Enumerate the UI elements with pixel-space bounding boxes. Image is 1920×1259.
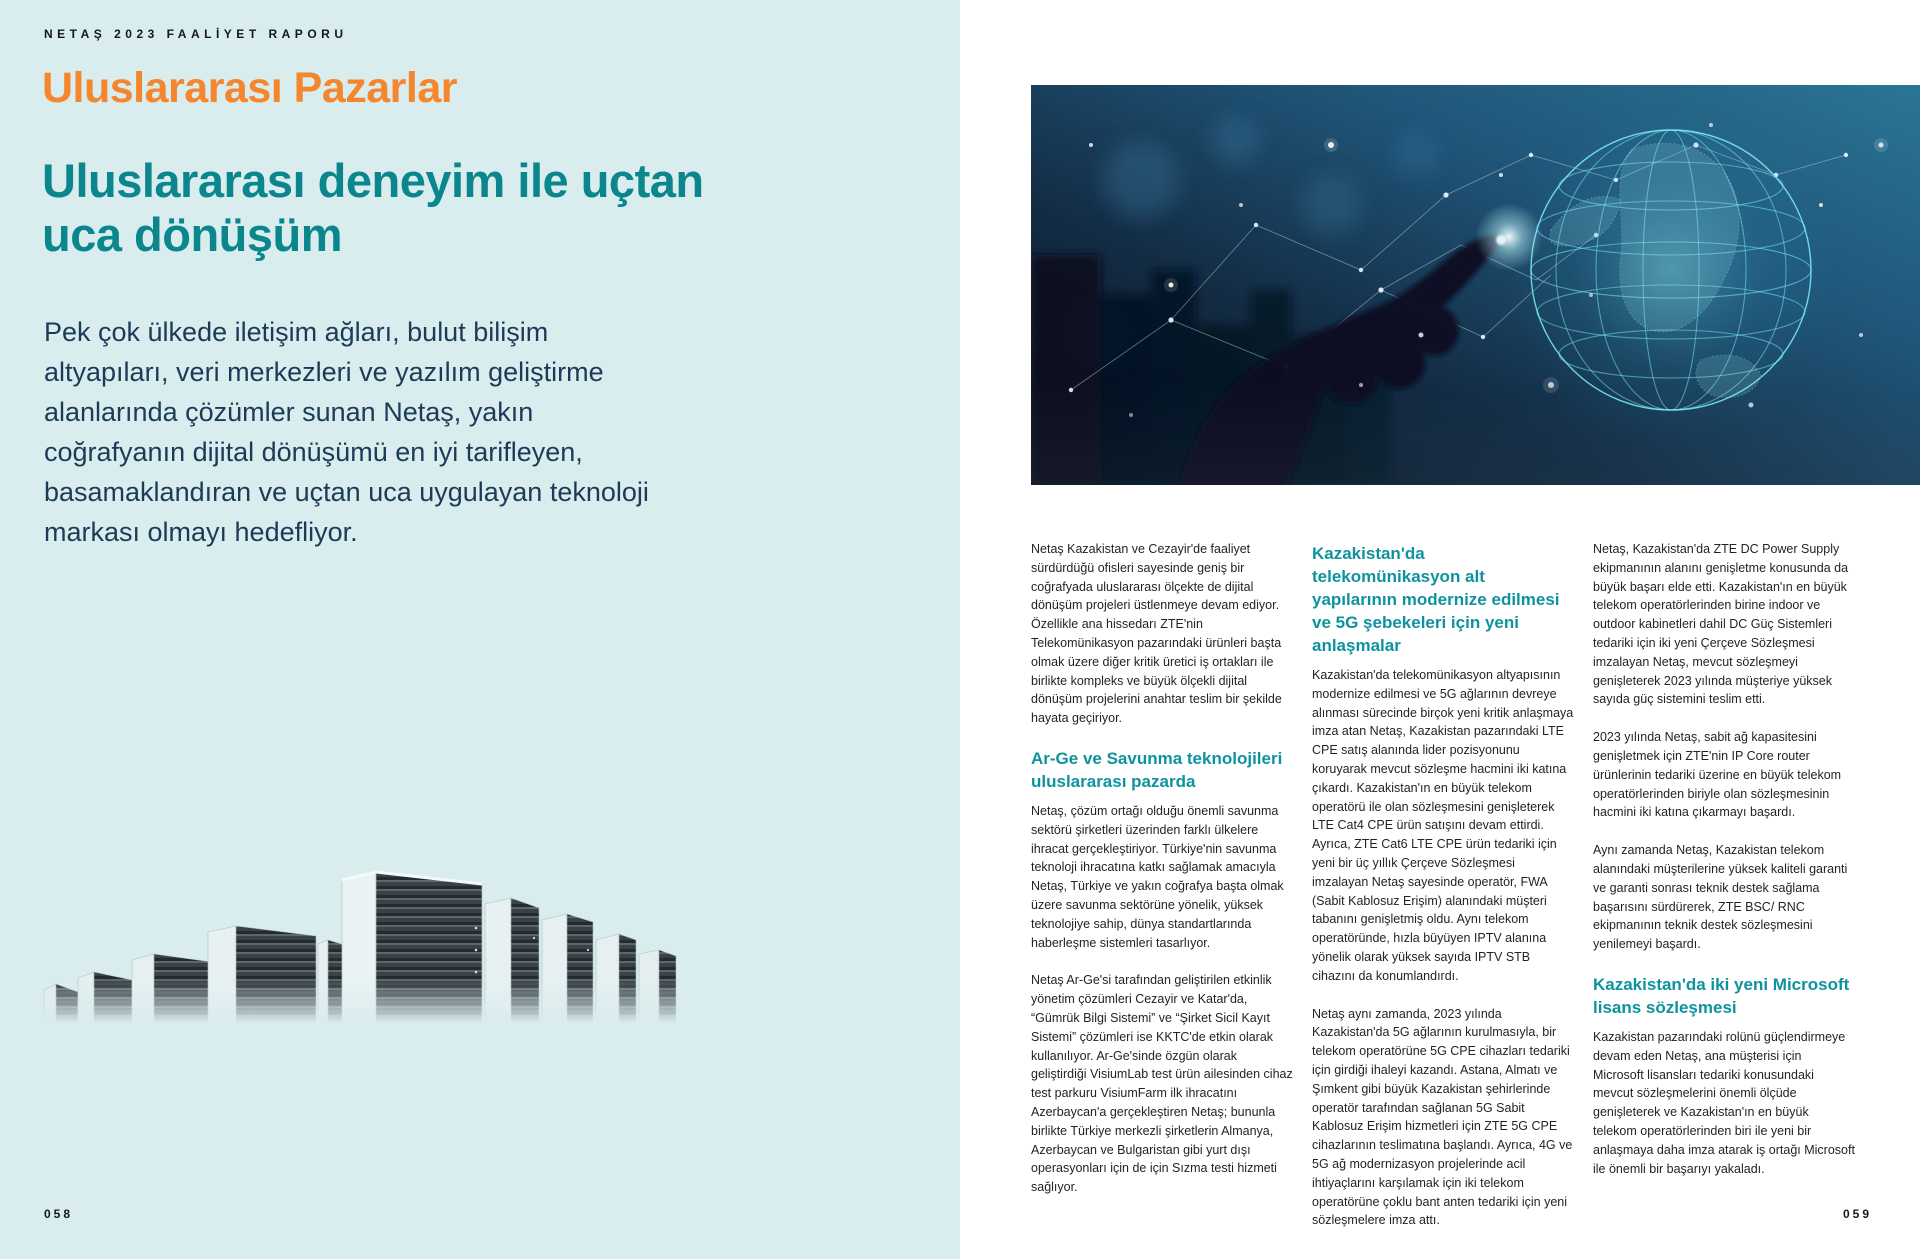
column-paragraph: Kazakistan pazarındaki rolünü güçlendirmeye devam eden Netaş, ana müşterisi için Microsoft lisansları tedariki konusundaki mevcut sözleşmelerini önemli ölçüde genişleterek ve Kazakistan'ın en büyük telekom operatörlerinden biri ile yeni bir anlaşmaya daha imza atarak iş ortağı Microsoft ile önemli bir başarıyı yakaladı.	[1593, 1029, 1855, 1176]
article-column	[1312, 540, 1574, 1249]
column-heading: Ar-Ge ve Savunma teknolojileri uluslararası pazarda	[1031, 748, 1283, 791]
column-paragraph: Netaş, Kazakistan'da ZTE DC Power Supply ekipmanının alanını genişletme konusunda da büyük başarı elde etti. Kazakistan'ın en büyük telekom operatörlerinden birine indoor ve outdoor kabinetleri dahil DC Güç Sistemleri tedariki için iki yeni Çerçeve Sözleşmesi imzalayan Netaş, mevcut sözleşmeyi genişleterek 2023 yılında müşteriye yüksek sayıda güç sistemini teslim etti.	[1593, 542, 1849, 707]
column-heading: Kazakistan'da iki yeni Microsoft lisans sözleşmesi	[1593, 974, 1850, 1017]
page-number-right: 059	[1843, 1207, 1873, 1221]
article-column	[1593, 540, 1855, 1197]
column-paragraph: Netaş aynı zamanda, 2023 yılında Kazakistan'da 5G ağlarının kurulmasıyla, bir telekom operatörüne 5G CPE cihazları tedariki için girdiği ihaleyi kazandı. Astana, Almatı ve Şımkent gibi büyük Kazakistan şehirlerinde operatör tarafından sağlanan 5G Sabit Kablosuz Erişim hizmetleri için ZTE 5G CPE cihazlarının teslimatına başlandı. Ayrıca, 4G ve 5G ağ modernizasyon projelerinde acil ihtiyaçlarını karşılamak için iki telekom operatörüne çoklu bant anten tedariki için yeni sözleşmelere imza attı.	[1312, 1006, 1573, 1228]
column-heading: Kazakistan'da telekomünikasyon alt yapılarının modernize edilmesi ve 5G şebekeleri için yeni anlaşmalar	[1312, 544, 1560, 655]
column-paragraph: Netaş, çözüm ortağı olduğu önemli savunma sektörü şirketleri üzerinden farklı ülkelere ihracat gerçekleştiriyor. Türkiye'nin savunma teknoloji ihracatına katkı sağlamak amacıyla Netaş, Türkiye ve yakın coğrafya başta olmak üzere savunma sektörüne yönelik, yüksek teknolojiye sahip, dünya standartlarında haberleşme sistemleri tasarlıyor.	[1031, 803, 1284, 950]
server-racks-image	[30, 688, 680, 1023]
right-page	[960, 0, 1920, 1259]
report-header: NETAŞ 2023 FAALİYET RAPORU	[44, 27, 348, 41]
page-number-left: 058	[44, 1207, 74, 1221]
article-column	[1031, 540, 1293, 1216]
column-paragraph: Netaş Kazakistan ve Cezayir'de faaliyet sürdürdüğü ofisleri sayesinde geniş bir coğrafyada uluslararası ölçekte de dijital dönüşüm projeleri üstlenmeye devam ediyor. Özellikle ana hissedarı ZTE'nin Telekomünikasyon pazarındaki ürünleri başta olmak üzere diğer kritik üretici iş ortakları ile birlikte kompleks ve büyük ölçekli dijital dönüşüm projelerini anahtar teslim bir şekilde hayata geçiriyor.	[1031, 542, 1282, 726]
column-paragraph: Aynı zamanda Netaş, Kazakistan telekom alanındaki müşterilerine yüksek kaliteli garanti ve garanti sonrası teknik destek sağlama başarısını sürdürerek, ZTE BSC/ RNC ekipmanının teknik destek sözleşmesini yenilemeyi başardı.	[1593, 843, 1848, 952]
hero-image-digital-globe	[1031, 85, 1920, 485]
intro-paragraph: Pek çok ülkede iletişim ağları, bulut bilişim altyapıları, veri merkezleri ve yazılım geliştirme alanlarında çözümler sunan Netaş, yakın coğrafyanın dijital dönüşümü en iyi tarifleyen, basamaklandıran ve uçtan uca uygulayan teknoloji markası olmayı hedefliyor.	[44, 317, 649, 547]
section-title: Uluslararası Pazarlar	[42, 64, 457, 112]
column-paragraph: Kazakistan'da telekomünikasyon altyapısının modernize edilmesi ve 5G ağlarının devreye alınması sürecinde birçok yeni kritik anlaşmaya imza atan Netaş, Kazakistan pazarındaki LTE CPE satış alanında lider pozisyonunu koruyarak mevcut sözleşme hacmini iki katına çıkardı. Kazakistan'ın en büyük telekom operatörü ile olan sözleşmesini genişleterek LTE Cat4 CPE ürün satışını devam ettirdi. Ayrıca, ZTE Cat6 LTE CPE ürün tedariki için yeni bir üç yıllık Çerçeve Sözleşmesi imzalayan Netaş sayesinde operatör, FWA (Sabit Kablosuz Erişim) alanındaki müşteri tabanını genişletmiş oldu. Aynı telekom operatöründe, hızla büyüyen IPTV alanına yönelik olarak yüksek sayıda IPTV STB cihazını da konumlandırdı.	[1312, 668, 1574, 983]
article-columns	[1031, 540, 1855, 1249]
page-headline: Uluslararası deneyim ile uçtan uca dönüşüm	[42, 154, 704, 261]
column-paragraph: 2023 yılında Netaş, sabit ağ kapasitesini genişletmek için ZTE'nin IP Core router ürünlerinin tedariki üzerine en büyük telekom operatörlerinden biriyle olan sözleşmesinin hacmini iki katına çıkarmayı başardı.	[1593, 730, 1842, 820]
column-paragraph: Netaş Ar-Ge'si tarafından geliştirilen etkinlik yönetim çözümleri Cezayir ve Katar'da, “Gümrük Bilgi Sistemi” ve “Şirket Sicil Kayıt Sistemi” çözümleri ise KKTC'de etkin olarak kullanılıyor. Ar-Ge'sinde özgün olarak geliştirdiği VisiumLab test ürün ailesinden cihaz test parkuru VisiumFarm ilk ihracatını Azerbaycan'a gerçekleştiren Netaş; bununla birlikte Türkiye merkezli şirketlerin Almanya, Azerbaycan ve Bulgaristan gibi yurt dışı operasyonları için de için Sızma testi hizmeti sağlıyor.	[1031, 973, 1293, 1195]
